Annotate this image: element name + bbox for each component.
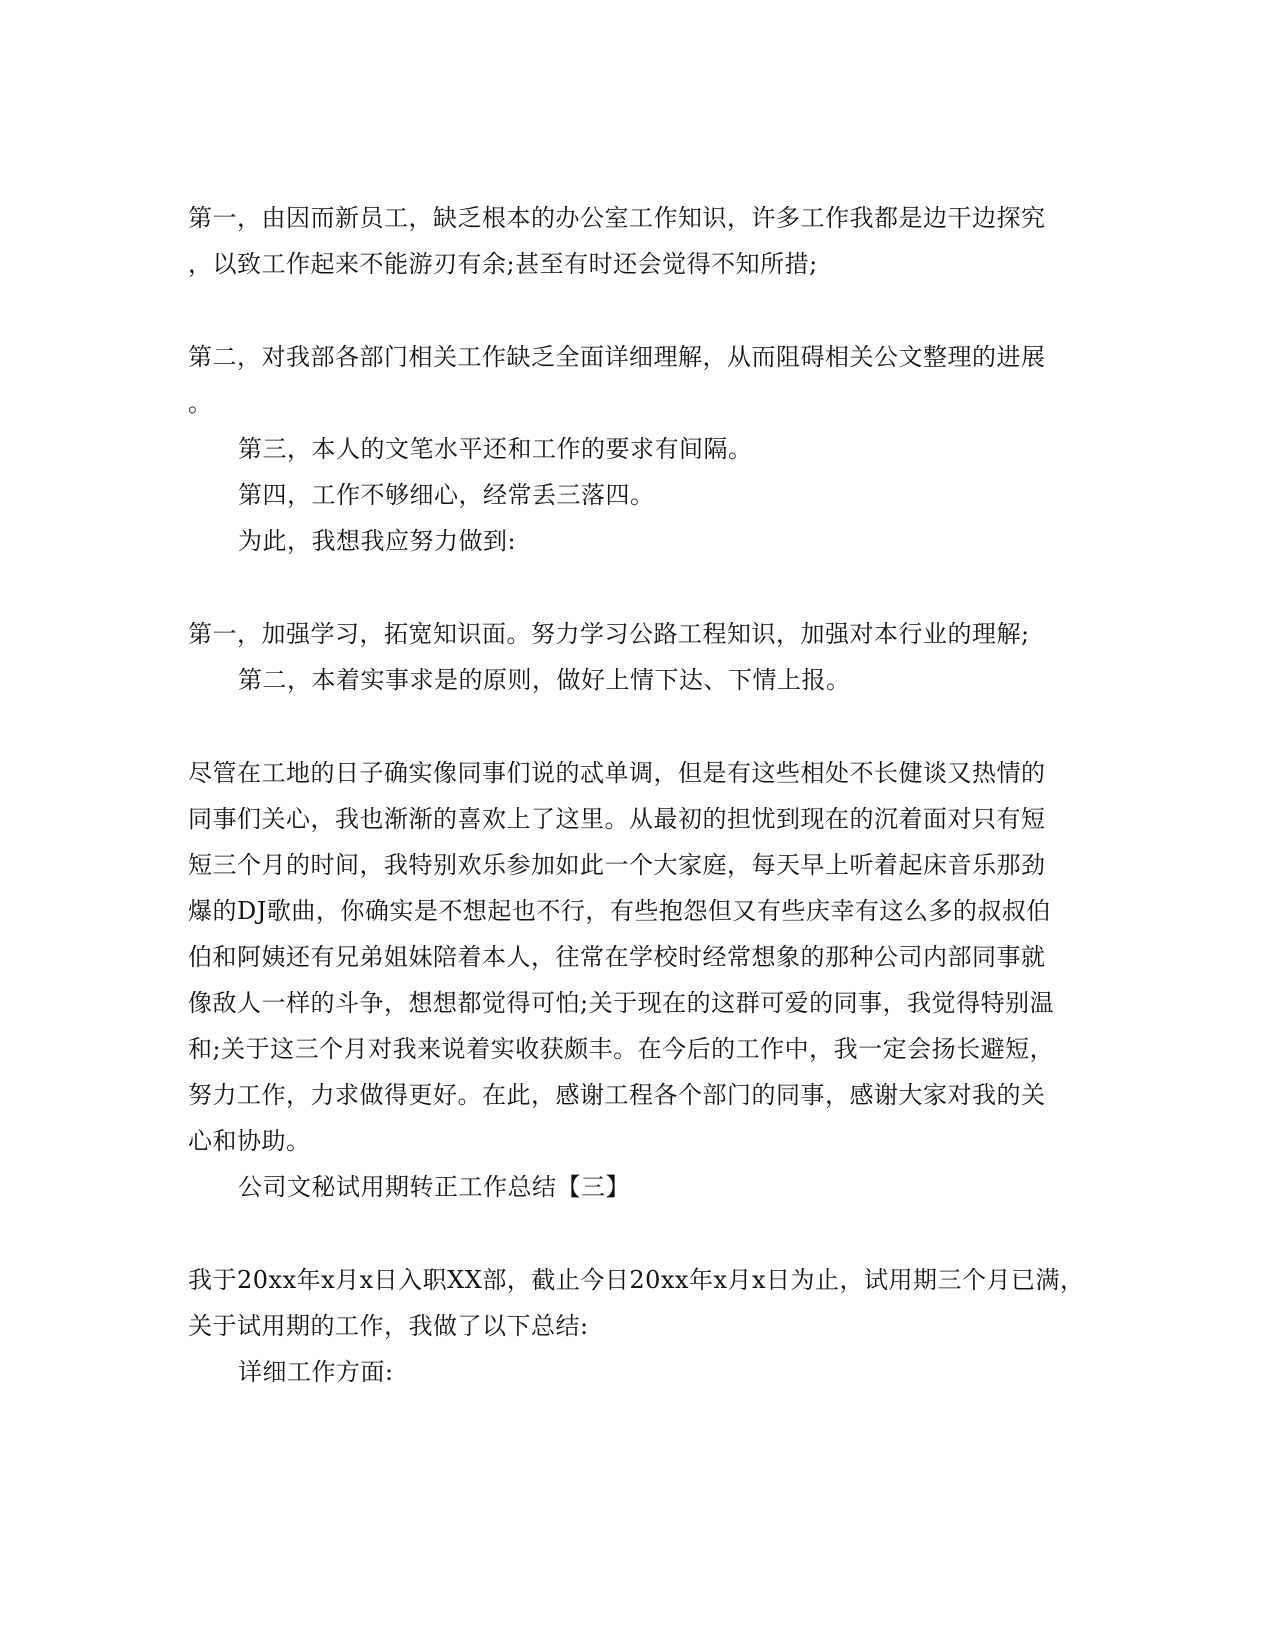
paragraph-line: 伯和阿姨还有兄弟姐妹陪着本人，往常在学校时经常想象的那种公司内部同事就 [188,943,1046,971]
paragraph-line: ，以致工作起来不能游刃有余;甚至有时还会觉得不知所措; [188,250,818,278]
paragraph-line: 努力工作，力求做得更好。在此，感谢工程各个部门的同事，感谢大家对我的关 [188,1081,1046,1109]
paragraph-line: 第一，由因而新员工，缺乏根本的办公室工作知识，许多工作我都是边干边探究 [188,204,1046,232]
paragraph-line: 短三个月的时间，我特别欢乐参加如此一个大家庭，每天早上听着起床音乐那劲 [188,851,1046,879]
paragraph-line: 和;关于这三个月对我来说着实收获颇丰。在今后的工作中，我一定会扬长避短， [188,1035,1055,1063]
paragraph-line: 为此，我想我应努力做到: [238,527,517,555]
paragraph-line: 关于试用期的工作，我做了以下总结: [188,1312,589,1340]
paragraph-line: 心和协助。 [188,1127,311,1155]
paragraph-line: 尽管在工地的日子确实像同事们说的忒单调，但是有这些相处不长健谈又热情的 [188,759,1046,787]
paragraph-line: 第一，加强学习，拓宽知识面。努力学习公路工程知识，加强对本行业的理解; [188,620,1030,648]
paragraph-line: 。 [188,389,213,417]
paragraph-line: 像敌人一样的斗争，想想都觉得可怕;关于现在的这群可爱的同事，我觉得特别温 [188,989,1055,1017]
paragraph-line: 第三，本人的文笔水平还和工作的要求有间隔。 [238,435,753,463]
paragraph-line: 同事们关心，我也渐渐的喜欢上了这里。从最初的担忧到现在的沉着面对只有短 [188,805,1046,833]
paragraph-line: 第二，本着实事求是的原则，做好上情下达、下情上报。 [238,666,851,694]
paragraph-line: 第二，对我部各部门相关工作缺乏全面详细理解，从而阻碍相关公文整理的进展 [188,343,1046,371]
paragraph-line: 我于20xx年x月x日入职XX部，截止今日20xx年x月x日为止，试用期三个月已满， [188,1266,1085,1294]
paragraph-line: 第四，工作不够细心，经常丢三落四。 [238,481,655,509]
paragraph-line: 爆的DJ歌曲，你确实是不想起也不行，有些抱怨但又有些庆幸有这么多的叔叔伯 [188,897,1051,925]
paragraph-line: 详细工作方面: [238,1358,394,1386]
section-heading: 公司文秘试用期转正工作总结【三】 [238,1173,630,1201]
